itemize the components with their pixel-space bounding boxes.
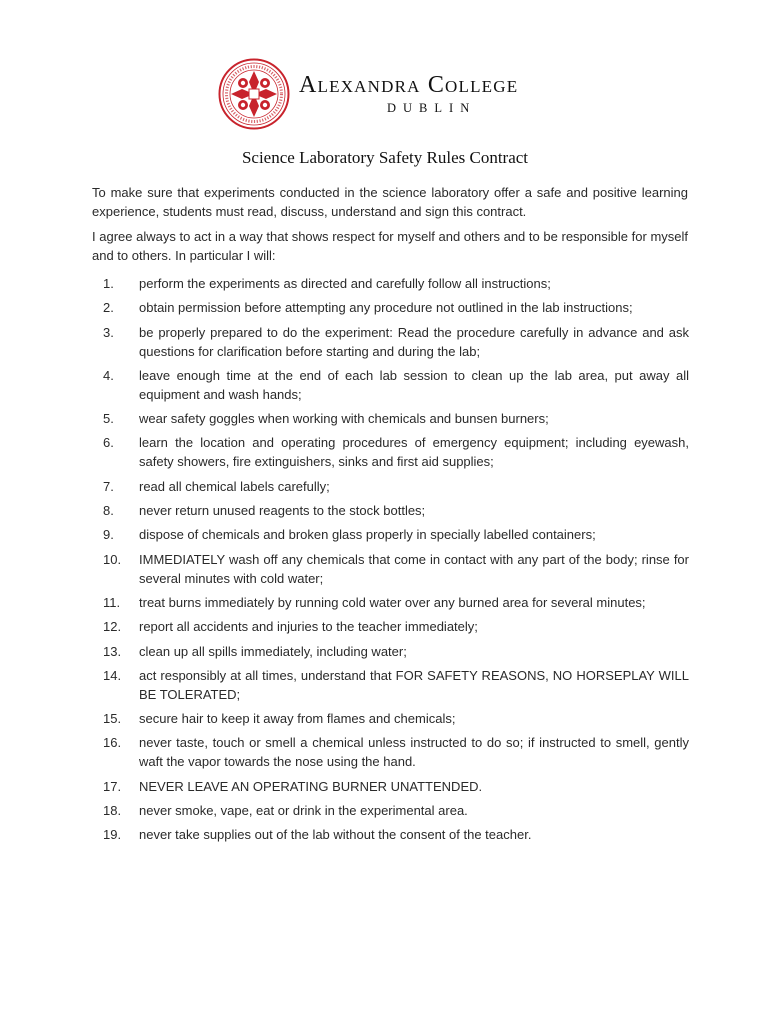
rule-text: dispose of chemicals and broken glass properly in specially labelled containers; [139, 527, 596, 543]
rule-item [0, 733, 770, 771]
rule-text: leave enough time at the end of each lab session to clean up the lab area, put away all equipment and wash hands; [139, 367, 689, 402]
rule-number: 14. [103, 667, 122, 683]
rule-text: never smoke, vape, eat or drink in the experimental area. [139, 803, 468, 819]
rule-number: 15. [103, 711, 122, 727]
rule-text: wear safety goggles when working with chemicals and bunsen burners; [139, 411, 549, 427]
rule-number: 18. [103, 803, 122, 819]
rule-number: 2. [103, 300, 114, 316]
rule-item [0, 825, 770, 844]
rule-text: read all chemical labels carefully; [139, 478, 330, 494]
rule-number: 1. [103, 276, 114, 291]
rule-number: 9. [103, 527, 114, 543]
rule-item [0, 298, 770, 317]
rule-text: never return unused reagents to the stock bottles; [139, 503, 426, 519]
rule-item [0, 801, 770, 820]
rule-text: treat burns immediately by running cold water over any burned area for several minutes; [139, 594, 646, 610]
rule-item [0, 477, 770, 496]
rule-number: 17. [103, 778, 122, 794]
rules-list [0, 274, 770, 850]
pledge-paragraph: I agree always to act in a way that shows respect for myself and others and to be responsible for myself and to others. In particular I will: [92, 229, 688, 263]
rule-number: 6. [103, 435, 114, 451]
rule-text: perform the experiments as directed and carefully follow all instructions; [139, 276, 551, 291]
rule-item [0, 777, 770, 796]
rule-text: secure hair to keep it away from flames and chemicals; [139, 711, 456, 727]
page-title: Science Laboratory Safety Rules Contract [241, 148, 529, 167]
college-name: Alexandra College [299, 72, 519, 98]
rule-item [0, 501, 770, 520]
rule-number: 11. [103, 594, 121, 610]
rule-item [0, 593, 770, 612]
college-city: DUBLIN [387, 101, 477, 115]
rule-item [0, 366, 770, 404]
rule-text: never taste, touch or smell a chemical unless instructed to do so; if instructed to smell, gently waft the vapor towards the nose using the hand. [139, 735, 689, 770]
rule-item [0, 550, 770, 588]
rule-number: 7. [103, 478, 114, 494]
rule-item [0, 274, 770, 293]
college-header [218, 58, 578, 138]
rule-number: 19. [103, 827, 122, 843]
college-crest-icon [218, 58, 290, 130]
rule-item [0, 666, 770, 704]
rule-number: 5. [103, 411, 114, 427]
rule-text: never take supplies out of the lab without the consent of the teacher. [139, 827, 532, 843]
rule-item [0, 409, 770, 428]
intro-paragraph: To make sure that experiments conducted in the science laboratory offer a safe and positive learning experience, students must read, discuss, understand and sign this contract. [92, 185, 688, 219]
rule-item [0, 433, 770, 471]
rule-text: be properly prepared to do the experiment: Read the procedure carefully in advance and ask questions for clarification before starting and during the lab; [139, 324, 689, 359]
rule-text: NEVER LEAVE AN OPERATING BURNER UNATTENDED. [139, 778, 483, 794]
rule-item [0, 642, 770, 661]
rule-number: 4. [103, 367, 114, 383]
rule-number: 8. [103, 503, 114, 519]
rule-number: 13. [103, 643, 122, 659]
rule-text: report all accidents and injuries to the teacher immediately; [139, 619, 478, 635]
rule-number: 16. [103, 735, 122, 751]
rule-text: IMMEDIATELY wash off any chemicals that come in contact with any part of the body; rinse for several minutes with cold water; [139, 551, 689, 586]
rule-text: obtain permission before attempting any procedure not outlined in the lab instructions; [139, 300, 633, 316]
rule-item [0, 709, 770, 728]
rule-text: clean up all spills immediately, including water; [139, 643, 407, 659]
rule-number: 3. [103, 324, 114, 340]
rule-item [0, 525, 770, 544]
rule-text: learn the location and operating procedures of emergency equipment; including eyewash, safety showers, fire extinguishers, sinks and first aid supplies; [139, 435, 689, 470]
rule-text: act responsibly at all times, understand that FOR SAFETY REASONS, NO HORSEPLAY WILL BE TOLERATED; [139, 667, 689, 702]
rule-number: 10. [103, 551, 122, 567]
rule-number: 12. [103, 619, 122, 635]
rule-item [0, 323, 770, 361]
rule-item [0, 617, 770, 636]
